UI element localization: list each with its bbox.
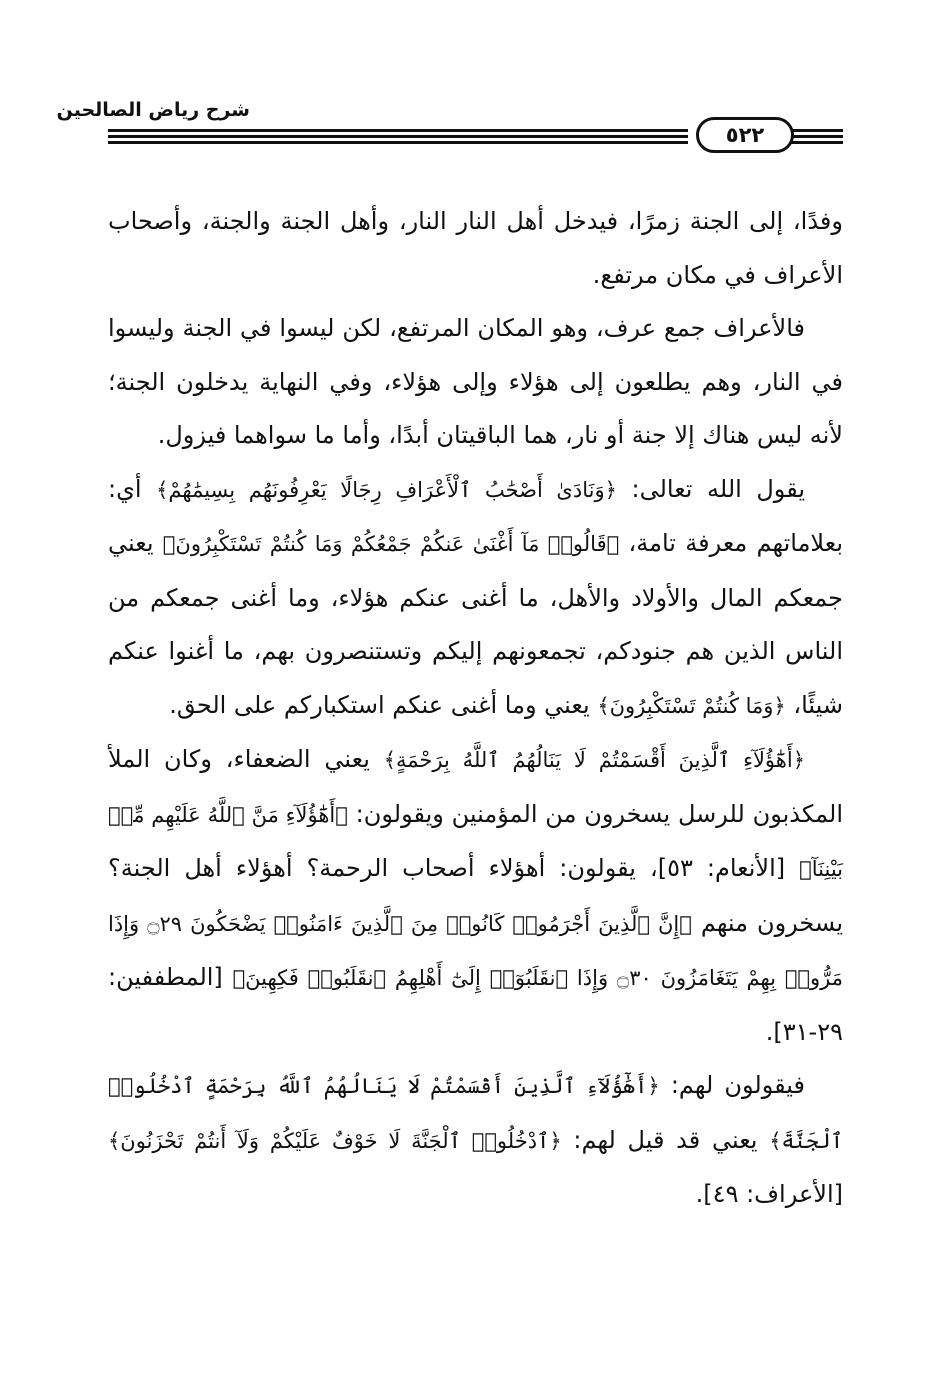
page-number: ٥٢٢ [696,117,794,153]
paragraph [108,463,843,734]
body-text: فالأعراف جمع عرف، وهو المكان المرتفع، لكن ليسوا في الجنة وليسوا في النار، وهم يطلعون إلى هؤلاء وإلى هؤلاء، وفي النهاية يدخلون الجنة؛ لأنه ليس هناك إلا جنة أو نار، هما الباقيتان أبدًا، وأما ما سواهما فيزول. [108,314,843,449]
body-text: وفدًا، إلى الجنة زمرًا، فيدخل أهل النار النار، وأهل الجنة والجنة، وأصحاب الأعراف في مكان مرتفع. [108,207,843,289]
paragraph [108,1059,843,1222]
page-body [108,195,843,1222]
running-header-title: شرح رياض الصالحين [56,99,250,121]
paragraph [108,733,843,1059]
body-text: يعني الضعفاء، وكان الملأ المكذبون للرسل يسخرون من المؤمنين ويقولون: [108,745,843,828]
body-text: فيقولون لهم: [659,1071,805,1099]
header-rule-line [108,141,688,144]
body-text: يعني جمعكم المال والأولاد والأهل، ما أغنى عنكم هؤلاء، وما أغنى جمعكم من الناس الذين هم جنودكم، تجمعونهم إليكم وتستنصرون بهم، ما أغنوا عنكم شيئًا، [108,529,843,719]
body-text: يقول الله تعالى: [616,474,806,503]
quran-verse: ﴿وَنَادَىٰ أَصْحَٰبُ ٱلْأَعْرَافِ رِجَالًا يَعْرِفُونَهُم بِسِيمَٰهُمْ﴾ [156,477,617,502]
header-rule-line [108,135,688,138]
body-text: أي: بعلاماتهم معرفة تامة، [108,474,844,557]
body-text: [الأنعام: ٥٣]، يقولون: أهؤلاء أصحاب الرحمة؟ أهؤلاء أهل الجنة؟ يسخرون منهم [108,854,843,937]
quran-verse: ﴿أَهَٰٓؤُلَآءِ ٱلَّذِينَ أَقْسَمْتُمْ لَا يَنَالُهُمُ ٱللَّهُ بِرَحْمَةٍ ٱدْخُلُوا۟ ٱلْجَنَّةَ﴾ [108,1074,844,1153]
header-rule-line [787,135,843,138]
header-rule-line [787,141,843,144]
body-text: [الأعراف: ٤٩]. [695,1180,843,1208]
body-text: يعني قد قيل لهم: [561,1125,770,1154]
paragraph [108,195,843,302]
quran-verse: ﴿ٱدْخُلُوا۟ ٱلْجَنَّةَ لَا خَوْفٌ عَلَيْكُمْ وَلَآ أَنتُمْ تَحْزَنُونَ﴾ [108,1128,562,1153]
quran-verse: ﴿أَهَٰٓؤُلَآءِ ٱلَّذِينَ أَقْسَمْتُمْ لَا يَنَالُهُمُ ٱللَّهُ بِرَحْمَةٍ﴾ [383,748,805,772]
quran-verse: ﴿وَمَا كُنتُمْ تَسْتَكْبِرُونَ﴾ [597,693,786,718]
paragraph [108,302,843,463]
quran-verse: ﴿قَالُوا۟ مَآ أَغْنَىٰ عَنكُمْ جَمْعُكُمْ وَمَا كُنتُمْ تَسْتَكْبِرُونَ﴾ [162,532,620,556]
header-rule-line [108,129,688,132]
body-text: يعني وما أغنى عنكم استكباركم على الحق. [169,690,598,719]
quran-verse: ﴿إِنَّ ٱلَّذِينَ أَجْرَمُوا۟ كَانُوا۟ مِنَ ٱلَّذِينَ ءَامَنُوا۟ يَضْحَكُونَ ۝٢٩ وَإِذَا مَرُّوا۟ بِهِمْ يَتَغَامَزُونَ ۝٣٠ وَإِذَا ٱنقَلَبُوٓا۟ إِلَىٰٓ أَهْلِهِمُ ٱنقَلَبُوا۟ فَكِهِينَ﴾ [108,911,844,990]
header-rule-line [787,129,843,132]
body-text: [المطففين: ٢٩-٣١]. [108,963,843,1046]
quran-verse: ﴿أَهَٰٓؤُلَآءِ مَنَّ ٱللَّهُ عَلَيْهِم مِّنۢ بَيْنِنَآ﴾ [108,802,843,881]
